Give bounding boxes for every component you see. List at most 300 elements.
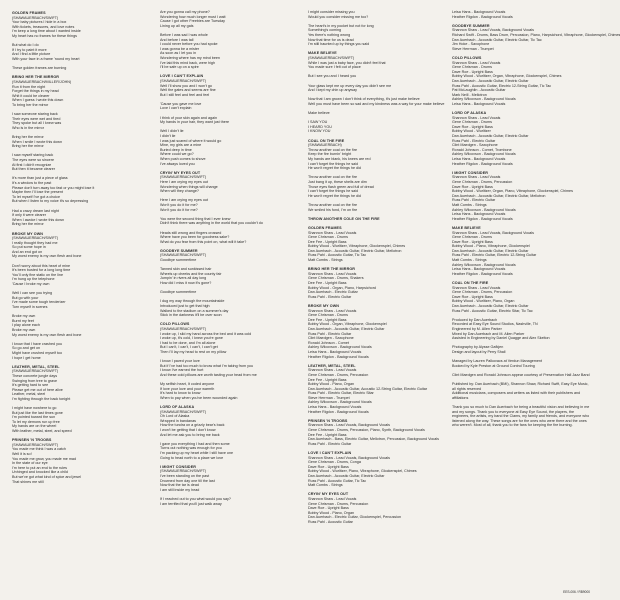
text-line: Leisa Hans - Background Vocals [452, 10, 506, 14]
text-line: When I smile I wrote this down [12, 139, 63, 144]
text-line: Dave Roe - Upright Bass [452, 294, 493, 299]
section-title: GOODBYE SUMMER [160, 248, 198, 253]
text-line: Recorded at Easy Eye Sound Studios, Nashville, TN [452, 322, 538, 327]
text-block [308, 10, 446, 47]
text-line: Oh Lord of Alaska [160, 414, 190, 419]
text-line: Here I am crying my eyes out [160, 198, 208, 203]
text-line: Broke my own [12, 327, 36, 332]
text-line: Bring her the mirror [12, 222, 44, 227]
text-line: Please get me out of here alive [12, 387, 63, 392]
text-line: Dave Roe - Upright Bass [452, 69, 493, 74]
text-line: Might have crushed myself too [12, 350, 63, 355]
text-line: Would you consider missing me too? [308, 14, 369, 19]
text-line: Dan Auerbach - Electric Guitar [308, 290, 358, 295]
text-line: Throw another coal on the fire [308, 175, 357, 180]
text-line: Wrapped in bandanas [160, 418, 197, 423]
text-line: I know that I have crashed you [12, 341, 63, 346]
text-line: Gene Chrisman - Drums, Shakers [308, 276, 364, 281]
text-line: Now that time for us is dead [308, 37, 354, 42]
text-line: With leather, metal, steel, and speed [12, 429, 72, 434]
text-line: But just like the last times gone [12, 410, 63, 415]
text-line: Richard Swift - Drums, Bass Drum, Percussion, Piano, Harpsichord, Vibraphone, Glockenspiel, Chimes [452, 32, 620, 37]
text-line: I hope I get home [12, 355, 41, 360]
text-line: They spoke but all I knew was [12, 121, 62, 126]
songwriter-credit: (SHAWAUERBACH/SWIFT) [12, 369, 59, 374]
text-line: With tickets, treasures, and love notes [12, 24, 75, 29]
text-line: You'll only fine static on the line [12, 272, 63, 277]
text-line: Wondering where has my mind been [160, 55, 220, 60]
text-line: While I was just a baby face, you didn't feel that [308, 60, 386, 65]
text-line: Then I'll lay my head to rest on my pillow [160, 349, 227, 354]
text-line: Bobby Wood - Wurlitzer, Piano, Vibraphone, Glockenspiel, Chimes [308, 469, 417, 474]
text-line: I woke up, it's cold, I knew you're gone [160, 336, 223, 341]
songwriter-credit: (SHAWAUERBACH) [308, 143, 342, 148]
text-line: Stick in the darkness it'll be over soon [160, 313, 222, 318]
section-title: I MIGHT CONSIDER [160, 464, 197, 469]
text-line: Cause I got other Freebies are Tuesday [160, 19, 225, 24]
text-line: I had to be done, and I'm all alone [160, 340, 216, 345]
text-line: Throw another coal on the fire [308, 202, 357, 207]
text-line: But then it became clearer [12, 167, 56, 172]
text-line: It's a window to the past [12, 180, 52, 185]
text-line: I think of your skin again and again [160, 115, 217, 120]
text-line: Ashley Wilcoxson - Background Vocals [308, 345, 372, 350]
text-line: I could never before you had spoke [160, 42, 218, 47]
text-line: At first I didn't recognize [12, 162, 52, 167]
text-line: Swinging from tree to grave [12, 378, 58, 383]
text-line: Dave Roe - Upright Bass [452, 184, 493, 189]
text-line: Leisa Hans - Background Vocals [308, 405, 362, 410]
text-line: You made me grow, you made me mad [12, 456, 77, 461]
text-line: To let myself I've got a choice [12, 194, 61, 199]
text-line: Had a crazy dream last night [12, 208, 59, 213]
text-line: Bobby Wood - Organ, Piano, Harpsichord [308, 285, 376, 290]
text-line: But what do I do [12, 43, 39, 48]
songwriter-credit: (SHAWAUERBACH/SWIFT) [160, 78, 207, 83]
text-line: But if I've had too much to know what I'm taking from you [160, 363, 254, 368]
text-line: It's hard to know to know [160, 391, 201, 396]
songwriter-credit: (SHAWAUERBACH/SWIFT) [160, 253, 207, 258]
text-line: It's been busted for a long long time [12, 268, 71, 273]
text-line: If I try to paint it more [12, 47, 47, 52]
text-line: My heart has no frames for these things [12, 33, 77, 38]
text-line: Goodbye summertime [160, 258, 197, 263]
text-line: I saw myself staring back [12, 153, 54, 158]
text-line: Gene Chrisman - Drums, Percussion [452, 290, 513, 295]
column-2 [160, 10, 298, 511]
text-line: Steve Herrman - Trumpet [452, 46, 494, 51]
text-line: Shannon Shaw - Lead Vocals, Background Vocals [452, 28, 534, 33]
text-line: Maybe then I'll lose the present [12, 190, 63, 195]
text-line: Russ Pahl - Electric Guitar, Electric 12-String Guitar [452, 253, 537, 258]
text-line: My hands are on the wheel [12, 424, 57, 429]
paragraph: Thank you so much to Dan Auerbach for being a beautiful vision and believing in me and my songs. Thank you to everyone at Easy Eye Sound, the players, the engineers, the artists, my band the Clams, my family and friends, and everyone who listened along the way. These songs are for the ones who were there and the ones who weren't. Most of all, thank you to the fans for keeping the fire burning. [452, 405, 590, 428]
text-line: I really thought they had me [12, 240, 58, 245]
text-line: Jumpin' in rivers all day long [160, 276, 207, 281]
text-line: Russ Pahl - Acoustic Guitar, Tic Tac [308, 478, 367, 483]
text-line: Shannon Shaw - Lead Vocals [308, 308, 357, 313]
text-line: Clint Maedgen and Ronald Johnson appear courtesy of Preservation Hall Jazz Band [452, 372, 590, 377]
songwriter-credit: (SHAWAUERBACH/SWIFT) [308, 55, 355, 60]
text-line: Gene Chrisman - Drums, Percussion [308, 501, 369, 506]
text-line: Dan Auerbach - Electric Guitar, Glockenspiel, Percussion [308, 515, 402, 520]
text-line: I've made some tough tenderizer [12, 300, 66, 305]
text-line: Now that I am grown I don't think of everything, it's just make believe [308, 97, 420, 102]
text-line: Torn myself in scenes [12, 305, 48, 309]
section-title: MAKE BELIEVE [452, 225, 481, 230]
text-line: So put some hope in [12, 245, 46, 250]
text-line: Dan Auerbach - Acoustic Guitar, Electric Guitar, Tic Tac [452, 37, 542, 42]
text-line: Bobby Wood - Wurlitzer, Vibraphone, Glockenspiel, Chimes [308, 244, 406, 249]
text-line: I've laid this mind back, were high [160, 60, 216, 65]
text-line: I know I've earned the hurt [160, 368, 204, 373]
text-line: In the state of our eye [12, 461, 48, 466]
text-line: Bobby Wood - Wurlitzer, Piano, Organ [452, 299, 515, 304]
section-title: BROKE MY OWN [308, 304, 340, 308]
text-line: Design and layout by Perry Shall [452, 349, 506, 354]
text-line: He won't regret the things he did [308, 166, 361, 171]
text-block [308, 217, 446, 222]
column-4 [452, 10, 620, 433]
text-line: Bobby Wood - Organ, Vibraphone, Glockenspiel [308, 322, 387, 327]
text-line: Well I'll show you and I won't go [160, 83, 212, 88]
text-line: Goodbye summertime [160, 290, 197, 295]
text-line: Well I can see you trying [12, 291, 53, 296]
text-line: But I still feel and feel and feel [160, 92, 210, 97]
text-line: Russ Pahl - Acoustic Guitar, Electric Sitar, Tic Tac [452, 308, 533, 313]
text-line: Buried deep in time [160, 147, 192, 152]
text-line: And before I was tall [160, 37, 194, 42]
text-line: Dan Auerbach - Bass, Electric Guitar, Mellotron, Percussion, Background Vocals [308, 437, 439, 442]
text-line: And I kept my chin up anyway [308, 88, 357, 93]
text-line: Tanned skin and sunkissed hair [160, 267, 212, 272]
text-line: Dan Auerbach - Acoustic Guitar, Electric Guitar [452, 304, 529, 308]
text-block [452, 318, 592, 378]
text-line: Gene Chrisman - Drums, Percussion, Piano, Synth, Background Vocals [308, 428, 425, 433]
text-line: Before I was sad I was whole [160, 32, 208, 37]
text-line: Clint Maedgen - Saxophone [452, 143, 498, 148]
paragraph: Published by: Dan Auerbach (BMI), Shannon Shaw, Richard Swift, Easy Eye Music, all rights reserved [452, 382, 589, 391]
text-line: Gene Chrisman - Drums [308, 313, 348, 318]
paragraph: Additional musicians, composers and writers as listed with their publishers and affiliations [452, 391, 581, 400]
text-line: Forget the things in my head [12, 89, 59, 94]
column-1 [12, 10, 150, 489]
text-line: Ashley Wilcoxson - Background Vocals [452, 262, 516, 267]
text-block [308, 139, 446, 213]
text-line: As soon as I let you in [160, 51, 197, 56]
text-line: Who is in the mirror [12, 125, 44, 130]
text-line: I might have nowhere to go [12, 406, 57, 411]
text-line: Shannon Shaw - Lead Vocals [308, 271, 357, 276]
text-line: Well it is so! [12, 452, 32, 456]
section-title: LOVE I CAN'T EXPLAIN [308, 451, 352, 455]
text-line: Dan Auerbach - Acoustic Guitar, Electric Guitar [452, 248, 529, 253]
text-line: And I find a little picture [12, 52, 51, 57]
text-line: I woke up, I slid my hand across the bed and it was cold [160, 331, 252, 336]
text-line: Turns out nothing was enough for you [160, 446, 222, 451]
section-title: LORD OF ALASKA [452, 111, 487, 116]
text-line: Shannon Shaw - Lead Vocals [452, 115, 501, 120]
text-line: Heather Rigdon - Background Vocals [452, 216, 513, 221]
text-line: Mine, my girls are a mine [160, 143, 202, 148]
text-block [12, 75, 150, 227]
text-block [12, 438, 150, 484]
text-line: Throw another coal on the fire [308, 147, 357, 152]
text-line: Dave Roe - Upright Bass [308, 464, 349, 469]
text-line: Dan Auerbach - Acoustic Guitar, Electric Guitar, Mellotron [308, 248, 402, 253]
text-line: If only it were clearer [12, 213, 47, 218]
text-line: Gene Chrisman - Drums [452, 235, 492, 240]
text-line: Mark Neill - Mellotron [452, 92, 487, 97]
text-line: Dee Fee - Upright Bass [308, 239, 347, 244]
text-line: Engineered by M. Allen Parker [452, 326, 502, 331]
text-line: Leisa Hans - Background Vocals [452, 267, 506, 272]
text-line: Run it from the night [12, 84, 46, 89]
text-line: Ashley Wilcoxson - Background Vocals [452, 97, 516, 102]
text-line: Gene Chrisman - Drums [308, 235, 348, 240]
text-line: My hands are blank, his knees are red [308, 157, 371, 161]
text-line: That shines me still [12, 479, 44, 484]
text-line: Lining up all my gals [160, 23, 194, 28]
section-title: LEATHER, METAL, STEEL [12, 364, 60, 369]
text-line: He won't regret the things he did [308, 193, 361, 198]
text-line: Bobby Wood - Piano, Organ [308, 510, 355, 515]
text-line: What do you fear from this point on, what will it take? [160, 239, 247, 244]
text-line: Dee Fee - Upright Bass [308, 317, 347, 322]
text-line: Leisa Hans - Background Vocals [452, 212, 506, 217]
text-line: Here I am crying my eyes out [160, 179, 208, 184]
text-line: Yes there's nothing wrong [308, 32, 351, 37]
text-line: If I reached out to you what would you say? [160, 496, 231, 501]
text-line: Shannon Shaw - Lead Vocals [308, 496, 357, 501]
text-line: How did I miss it now it's gone? [160, 281, 212, 286]
section-title: THROW ANOTHER COLE ON THE FIRE [308, 216, 380, 221]
text-line: Don't worry about this heart of mine [12, 263, 71, 268]
text-line: Steve Herrman - Trumpet [308, 395, 350, 400]
songwriter-credit: (SHAWAUERBACH/MILLER/JOHN) [12, 79, 72, 84]
text-line: I KNOW YOU [308, 129, 331, 134]
text-block [452, 23, 620, 52]
column-3 [308, 10, 446, 529]
songwriter-credit: (SHAWAUERBACH/SWIFT) [160, 469, 207, 474]
text-line: I saw someone staring back [12, 112, 58, 117]
text-line: Russ Pahl - Electric Guitar [452, 138, 496, 143]
text-line: Wondering how much longer must I wait [160, 14, 226, 19]
text-line: How the tundra on a grizzly bear's back [160, 423, 225, 428]
text-line: Dan Auerbach - Acoustic Guitar, Electric Guitar [308, 473, 385, 478]
text-line: Shannon Shaw - Lead Vocals [452, 285, 501, 290]
text-line: But I see you and I heard you [308, 74, 357, 79]
text-line: These golden frames are burning [12, 66, 67, 71]
text-block [452, 171, 592, 222]
text-block [452, 10, 592, 19]
text-block [308, 364, 446, 415]
text-line: Bring her the mirror [12, 135, 44, 140]
text-line: Where could we go? [160, 152, 194, 157]
text-line: Booked by Kyle Preston at Ground Control Touring [452, 363, 535, 368]
text-line: Bobby Wood - Wurlitzer, Organ, Vibraphone, Glockenspiel, Chimes [452, 74, 562, 79]
text-line: I've always loved you [160, 161, 195, 166]
songwriter-credit: (SHAWAUERBACH/SWIFT) [12, 15, 59, 20]
text-line: Unhinged and knocked like a child [12, 470, 68, 475]
text-line: Russ Pahl - Electric Guitar [308, 441, 352, 446]
text-block [160, 465, 298, 506]
text-line: Shannon Shaw - Lead Vocals, Background Vocals [308, 423, 390, 428]
text-block [12, 365, 150, 434]
text-line: My worst enemy is my own flesh and bone [12, 332, 82, 337]
text-line: Ronald Johnson - Cornet [308, 340, 349, 345]
text-block [160, 405, 298, 460]
text-block [452, 382, 592, 400]
text-line: I know I paved your love [160, 359, 200, 364]
text-block [452, 281, 592, 313]
section-title: LOVE I CAN'T EXPLAIN [160, 74, 204, 79]
section-title: CRYIN' MY EYES OUT [308, 492, 349, 497]
text-line: Ashley Wilcoxson - Background Vocals [308, 400, 372, 405]
text-line: Burnt my feet [12, 318, 34, 323]
text-line: But I can't, I can't, I can't, I can't get [160, 345, 218, 350]
text-line: I gave you everything I had and then some [160, 441, 230, 446]
text-line: And these cold pillows are worth tasting your head from me [160, 372, 257, 377]
text-line: I'm keep a long time about I wanted inside [12, 29, 81, 34]
text-line: I dug my way through the mountainside [160, 299, 225, 304]
text-line: Gene Chrisman - Drums, Percussion [452, 179, 513, 184]
text-line: So go and get on [12, 346, 41, 351]
text-line: I'm fighting through the back tonight [12, 396, 71, 401]
text-line: Wondering when things will change [160, 184, 218, 189]
text-line: When I guess I wrote this down [12, 98, 64, 103]
text-line: Dave Roe - Upright Bass [452, 124, 493, 129]
text-line: Russ Pahl - Acoustic Guitar [308, 519, 353, 524]
text-line: Now that the tar is dead [160, 483, 199, 488]
text-line: But we've got what kind of spice and jewel [12, 474, 81, 479]
text-line: Clint Maedgen - Saxophone [308, 336, 354, 341]
text-line: Gene Chrisman - Drums [452, 65, 492, 70]
text-line: I SAW YOU [308, 120, 328, 125]
text-line: Dan Auerbach - Acoustic Guitar, Electric Guitar, Mellotron [452, 193, 546, 198]
text-line: Won't you do it for me? [160, 207, 198, 212]
text-line: Their eyes were wet and tired [12, 116, 61, 121]
text-block [308, 51, 446, 134]
text-line: I've been standing on the past [160, 473, 210, 478]
text-line: Heather Rigdon - Background Vocals [452, 161, 513, 166]
text-line: Heather Rigdon - Background Vocals [308, 409, 369, 414]
text-line: Dan Auerbach - Acoustic Guitar, Electric Guitar [308, 326, 385, 331]
text-block [160, 74, 298, 166]
text-line: Well I didn't lie [160, 129, 184, 134]
text-line: Walked to the stadium on a summer's day [160, 308, 229, 313]
text-line: Just bang it up, these shells are dim [308, 179, 367, 184]
text-line: But when I listen to my voice it's so depressing [12, 199, 89, 204]
text-line: Leisa Hans - Background Vocals [452, 157, 506, 161]
text-line: Russ Pahl - Electric Guitar [308, 294, 352, 299]
section-title: PRINSEN 'N TROOBS [308, 418, 348, 423]
text-line: I'm pointed toward the sun [12, 415, 56, 420]
text-line: You made me think I was a catch [12, 447, 66, 452]
text-line: These concrete jungle days [12, 373, 58, 378]
text-line: Heather Rigdon - Background Vocals [452, 14, 513, 19]
text-line: Matt Combs - Strings [452, 258, 487, 263]
text-line: Russ Pahl - Acoustic Guitar, Tic Tac [308, 253, 367, 258]
text-block [452, 226, 592, 277]
songwriter-credit: (SHAWAUERBACH/SWIFT) [12, 236, 59, 241]
text-line: When will they change? [160, 189, 199, 194]
text-line: Pat McLaughlin - Acoustic Guitar [452, 88, 506, 93]
songwriter-credit: (SHAWAUERBACH/SWIFT) [12, 442, 59, 447]
text-line: With your face in a frame 'round my heart [12, 56, 80, 61]
text-line: I play alone each [12, 323, 40, 328]
text-line: Produced by Dan Auerbach [452, 317, 498, 322]
text-line: Broke my own [12, 314, 36, 319]
section-title: MAKE BELIEVE [308, 51, 337, 56]
text-line: You were the second thing that I ever knew [160, 216, 231, 221]
text-line: I was just scared of where it would go [160, 138, 222, 143]
text-block [160, 10, 298, 70]
text-line: Dave Roe - Upright Bass [452, 239, 493, 244]
section-title: COAL ON THE FIRE [452, 281, 489, 286]
text-line: And an end got on [12, 249, 43, 254]
text-line: I'm here to put an end to the rules [12, 465, 68, 470]
text-line: Those eyes flash green and full of dread [308, 184, 374, 189]
text-block [12, 11, 150, 71]
text-line: Drowned from day one till the last [160, 478, 215, 483]
text-line: I'll be safe up on a spire [160, 65, 199, 70]
text-line: Keep the fire burnin' bright [308, 152, 352, 157]
section-title: LORD OF ALASKA [160, 405, 195, 410]
text-block [160, 249, 298, 318]
section-title: COLD PILLOWS [452, 55, 482, 60]
text-line: To let my demons run up free [12, 419, 60, 424]
text-line: Didn't think there was anything in the world that you couldn't do [160, 221, 263, 226]
text-line: Wheels up cheeks and the county fair [160, 271, 222, 276]
text-line: Photography by Alysse Gafkjen [452, 345, 504, 350]
text-line: To bring her the mirror [12, 102, 49, 107]
text-line: Are you gonna call my phone? [160, 10, 210, 14]
text-line: Bobby Wood - Piano, Organ [308, 382, 355, 387]
text-line: I HEARD YOU [308, 124, 332, 129]
text-line: The eyes were so sincere [12, 158, 55, 162]
text-line: Dee Fee - Upright Bass [308, 377, 347, 382]
text-line: I can't forget the things he said [308, 161, 359, 166]
section-title: GOODBYE SUMMER [452, 23, 490, 28]
text-line: When to pay when you've been wounded again [160, 395, 238, 400]
text-line: Whit it could be clearer [12, 93, 50, 98]
text-line: Dave Roe - Upright Bass [308, 506, 349, 511]
text-line: 'Cause you gave me love [160, 101, 202, 106]
text-line: I am terrified that you'll just walk away [160, 501, 222, 506]
text-block [308, 267, 446, 299]
text-line: It's getting hard to see [12, 383, 49, 388]
text-line: Won't you do it for me? [160, 202, 198, 207]
text-line: Your baby pictures I hide in a box [12, 20, 67, 25]
text-line: Shannon Shaw - Lead Vocals, Background Vocals [452, 230, 534, 235]
text-block [452, 111, 592, 166]
section-title: COLD PILLOWS [160, 322, 190, 327]
text-line: I was gonna be a mister [160, 46, 200, 51]
text-line: I might consider missing you [308, 10, 355, 14]
text-line: Gene Chrisman - Drums [452, 120, 492, 125]
text-line: Bring her the mirror [12, 144, 44, 149]
section-title: LEATHER, METAL, STEEL [308, 363, 356, 368]
text-line: Your glass kept me up every day you didn't see me [308, 83, 392, 88]
text-block [308, 304, 446, 359]
text-line: Going to head north to a place we love [160, 455, 224, 460]
text-line: Leisa Hans - Background Vocals [308, 349, 362, 354]
section-title: BRING HER THE MIRROR [12, 75, 60, 80]
text-line: It's more than just a piece of glass [12, 176, 68, 181]
songwriter-credit: (SHAWAUERBACH/SWIFT) [160, 409, 207, 414]
text-line: Bobby Wood - Wurlitzer [452, 129, 491, 134]
